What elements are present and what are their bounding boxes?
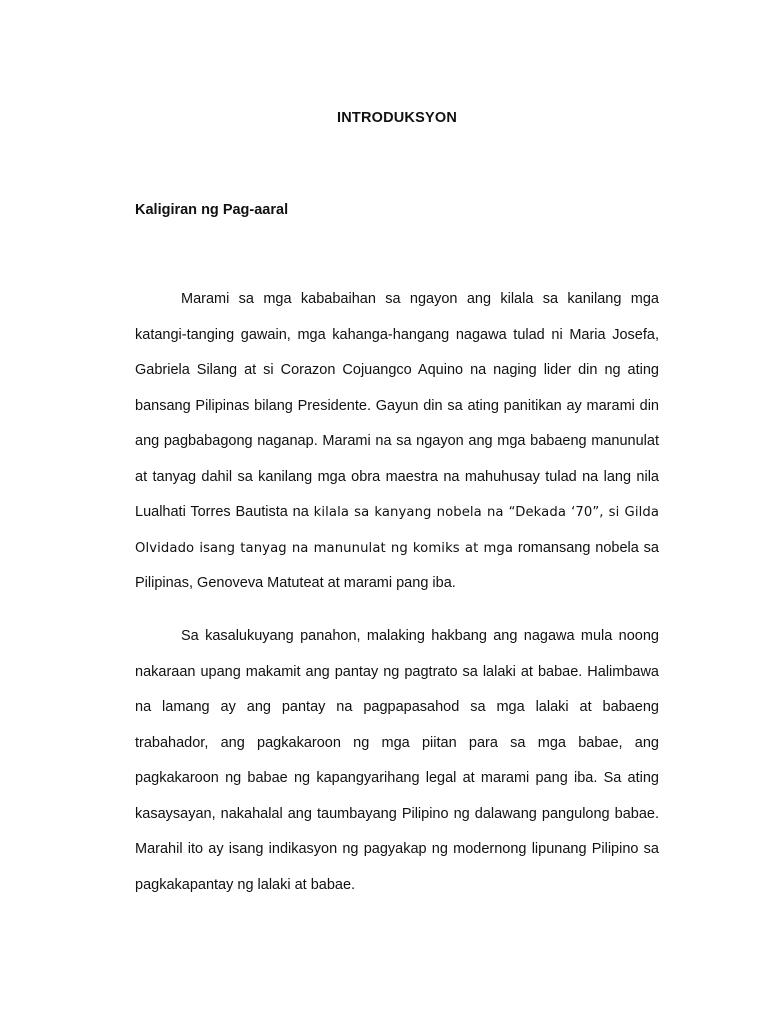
paragraph-2: Sa kasalukuyang panahon, malaking hakbang ang nagawa mula noong nakaraan upang makamit ang pantay ng pagtrato sa lalaki at babae. Halimbawa na lamang ay ang pantay na pagpapasahod sa mga lalaki at babaeng trabahador, ang pagkakaroon ng mga piitan para sa mga babae, ang pagkakaroon ng babae ng kapangyarihang legal at marami pang iba. Sa ating kasaysayan, nakahalal ang taumbayang Pilipino ng dalawang pangulong babae. Marahil ito ay isang indikasyon ng pagyakap ng modernong lipunang Pilipino sa pagkakapantay ng lalaki at babae. [135,628,659,893]
paragraph-1-text-b: kilala sa kanyang nobela na “Dekada ‘70”, si Gilda Olvidado isang tanyag na manunulat ng komiks at mga [135,505,659,556]
paragraph-1 [135,282,659,602]
section-heading: Kaligiran ng Pag-aaral [135,202,289,218]
page-title: INTRODUKSYON [336,110,457,126]
paragraph-1-text-c: romansang nobela sa Pilipinas, Genoveva Matuteat at marami pang iba. [135,539,659,591]
paragraph-1-text-a: Marami sa mga kababaihan sa ngayon ang kilala sa kanilang mga katangi-tanging gawain, mga kahanga-hangang nagawa tulad ni Maria Josefa, Gabriela Silang at si Corazon Cojuangco Aquino na naging lider din ng ating bansang Pilipinas bilang Presidente. Gayun din sa ating panitikan ay marami din ang pagbabagong naganap. Marami na sa ngayon ang mga babaeng manunulat at tanyag dahil sa kanilang mga obra maestra na mahuhusay tulad na lang nila Lualhati Torres Bautista na [135,291,659,520]
